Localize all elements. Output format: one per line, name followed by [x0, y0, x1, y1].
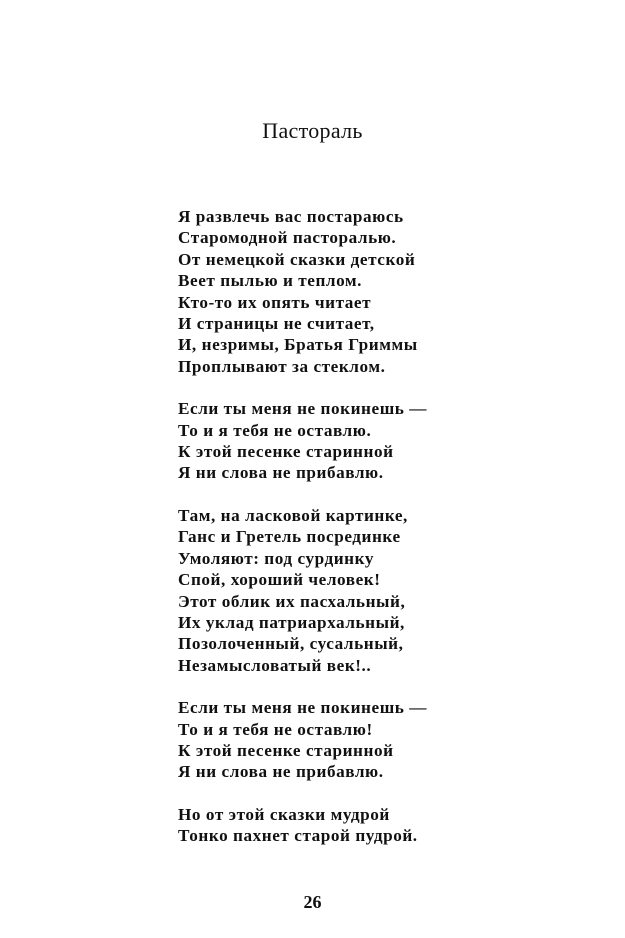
- poem-line: Их уклад патриархальный,: [178, 612, 405, 632]
- poem-line: К этой песенке старинной: [178, 442, 394, 462]
- poem-line: Я ни слова не прибавлю.: [178, 762, 384, 782]
- poem-line: Если ты меня не покинешь —: [178, 399, 427, 419]
- stanza-2: [178, 398, 598, 484]
- poem-line: Веет пылью и теплом.: [178, 271, 363, 291]
- stanza-5: [178, 804, 598, 847]
- poem-line: Я ни слова не прибавлю.: [178, 463, 384, 483]
- stanza-1: [178, 206, 598, 377]
- poem-line: Этот облик их пасхальный,: [178, 591, 406, 611]
- poem-line: Умоляют: под сурдинку: [178, 548, 374, 568]
- poem-line: Кто-то их опять читает: [178, 292, 372, 312]
- poem-line: Но от этой сказки мудрой: [178, 804, 390, 824]
- poem-title: Пастораль: [262, 118, 363, 143]
- poem-line: То и я тебя не оставлю!: [178, 719, 373, 739]
- poem-line: Там, на ласковой картинке,: [178, 505, 408, 525]
- poem-line: Проплывают за стеклом.: [178, 356, 386, 376]
- poem-line: И, незримы, Братья Гриммы: [178, 335, 418, 355]
- stanza-4: [178, 697, 598, 783]
- poem-line: Тонко пахнет старой пудрой.: [178, 826, 418, 846]
- poem-line: Старомодной пасторалью.: [178, 228, 397, 248]
- poem-line: Незамысловатый век!..: [178, 655, 372, 675]
- poem-line: Если ты меня не покинешь —: [178, 698, 427, 718]
- poem-line: От немецкой сказки детской: [178, 249, 416, 269]
- poem-line: Я развлечь вас постараюсь: [178, 207, 404, 226]
- page-number: 26: [303, 892, 322, 912]
- poem-line: Ганс и Гретель посрединке: [178, 527, 401, 547]
- poem-line: К этой песенке старинной: [178, 740, 394, 760]
- poem-line: И страницы не считает,: [178, 314, 375, 334]
- stanza-3: [178, 505, 598, 676]
- poem-line: То и я тебя не оставлю.: [178, 420, 372, 440]
- poem-line: Спой, хороший человек!: [178, 570, 381, 590]
- poem-line: Позолоченный, сусальный,: [178, 634, 404, 654]
- poem-body: [178, 206, 598, 868]
